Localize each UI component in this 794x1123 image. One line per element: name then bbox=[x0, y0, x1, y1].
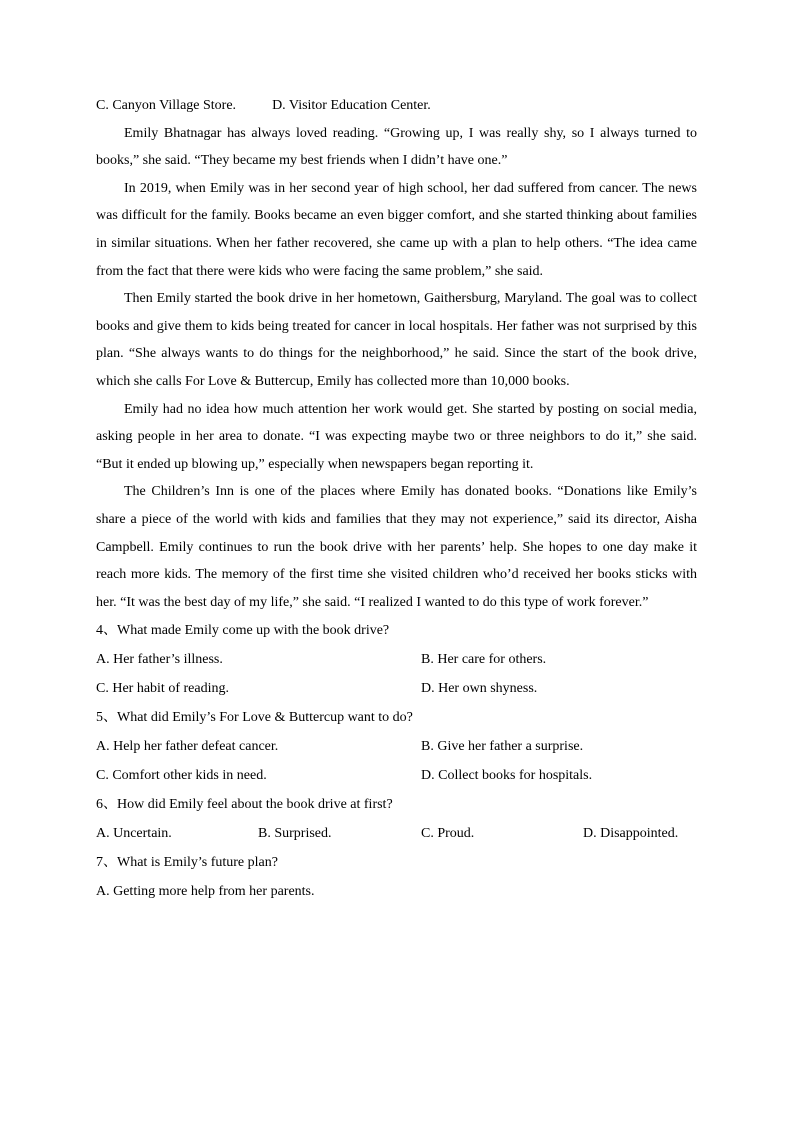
option-row bbox=[96, 732, 697, 761]
option-d: D. Visitor Education Center. bbox=[272, 98, 431, 113]
question-stem: 5、What did Emily’s For Love & Buttercup want to do? bbox=[96, 710, 413, 726]
option-d: D. Her own shyness. bbox=[421, 681, 538, 697]
option-a: A. Uncertain. bbox=[96, 826, 172, 842]
option-row bbox=[96, 645, 697, 674]
option-c: C. Canyon Village Store. bbox=[96, 98, 237, 113]
option-b: B. Her care for others. bbox=[421, 652, 547, 668]
question-stem: 7、What is Emily’s future plan? bbox=[96, 855, 278, 871]
option-a: A. Getting more help from her parents. bbox=[96, 884, 315, 900]
passage-paragraph: Emily Bhatnagar has always loved reading. “Growing up, I was really shy, so I always turned to books,” she said. “They became my best friends when I didn’t have one.” bbox=[96, 125, 697, 169]
option-a: A. Help her father defeat cancer. bbox=[96, 739, 279, 755]
previous-question-options bbox=[96, 92, 697, 120]
option-c: C. Proud. bbox=[421, 826, 475, 842]
option-d: D. Collect books for hospitals. bbox=[421, 768, 593, 784]
option-row bbox=[96, 674, 697, 703]
option-d: D. Disappointed. bbox=[583, 826, 679, 842]
question-stem: 4、What made Emily come up with the book drive? bbox=[96, 623, 390, 639]
option-row bbox=[96, 877, 697, 906]
passage-paragraph: In 2019, when Emily was in her second year of high school, her dad suffered from cancer. The news was difficult for the family. Books became an even bigger comfort, and she started thinking about families in similar situations. When her father recovered, she came up with a plan to help others. “The idea came from the fact that there were kids who were facing the same problem,” she said. bbox=[96, 180, 697, 279]
passage-paragraph: Emily had no idea how much attention her work would get. She started by posting on social media, asking people in her area to donate. “I was expecting maybe two or three neighbors to do it,” she said. “But it ended up blowing up,” especially when newspapers began reporting it. bbox=[96, 401, 697, 472]
passage-paragraph: Then Emily started the book drive in her hometown, Gaithersburg, Maryland. The goal was to collect books and give them to kids being treated for cancer in local hospitals. Her father was not surprised by this plan. “She always wants to do things for the neighborhood,” he said. Since the start of the book drive, which she calls For Love & Buttercup, Emily has collected more than 10,000 books. bbox=[96, 291, 697, 389]
document-content bbox=[96, 92, 697, 906]
option-b: B. Surprised. bbox=[258, 826, 332, 842]
option-row bbox=[96, 819, 697, 848]
question-stem: 6、How did Emily feel about the book drive at first? bbox=[96, 797, 393, 813]
option-c: C. Her habit of reading. bbox=[96, 681, 229, 697]
option-c: C. Comfort other kids in need. bbox=[96, 768, 267, 784]
passage-paragraph: The Children’s Inn is one of the places where Emily has donated books. “Donations like Emily’s share a piece of the world with kids and families that they may not experience,” said its director, Aisha Campbell. Emily continues to run the book drive with her parents’ help. She hopes to one day make it reach more kids. The memory of the first time she visited children who’d received her books sticks with her. “It was the best day of my life,” she said. “I realized I wanted to do this type of work forever.” bbox=[96, 484, 697, 610]
option-a: A. Her father’s illness. bbox=[96, 652, 223, 668]
option-row bbox=[96, 761, 697, 790]
option-b: B. Give her father a surprise. bbox=[421, 739, 584, 755]
